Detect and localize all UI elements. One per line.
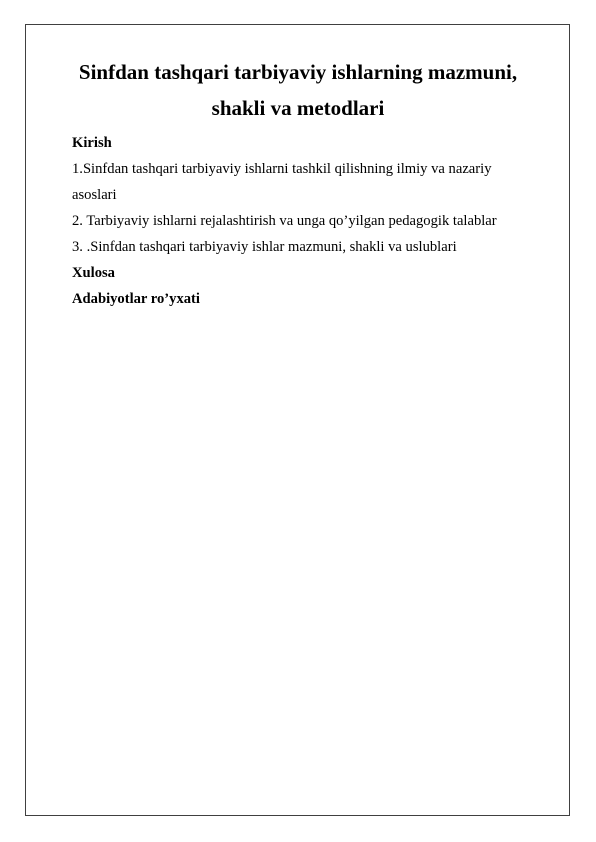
toc-item-1-line-2: asoslari [72,187,117,203]
toc-item-1-line-1: 1.Sinfdan tashqari tarbiyaviy ishlarni tashkil qilishning ilmiy va nazariy [72,161,492,177]
document-title-line-2: shakli va metodlari [211,96,385,120]
toc-conclusion: Xulosa [72,265,115,281]
toc-introduction: Kirish [72,135,112,151]
toc-references: Adabiyotlar ro’yxati [72,291,200,307]
toc-item-2: 2. Tarbiyaviy ishlarni rejalashtirish va unga qo’yilgan pedagogik talablar [72,213,497,229]
toc-item-3: 3. .Sinfdan tashqari tarbiyaviy ishlar mazmuni, shakli va uslublari [72,239,457,255]
document-title-line-1: Sinfdan tashqari tarbiyaviy ishlarning mazmuni, [78,60,518,84]
